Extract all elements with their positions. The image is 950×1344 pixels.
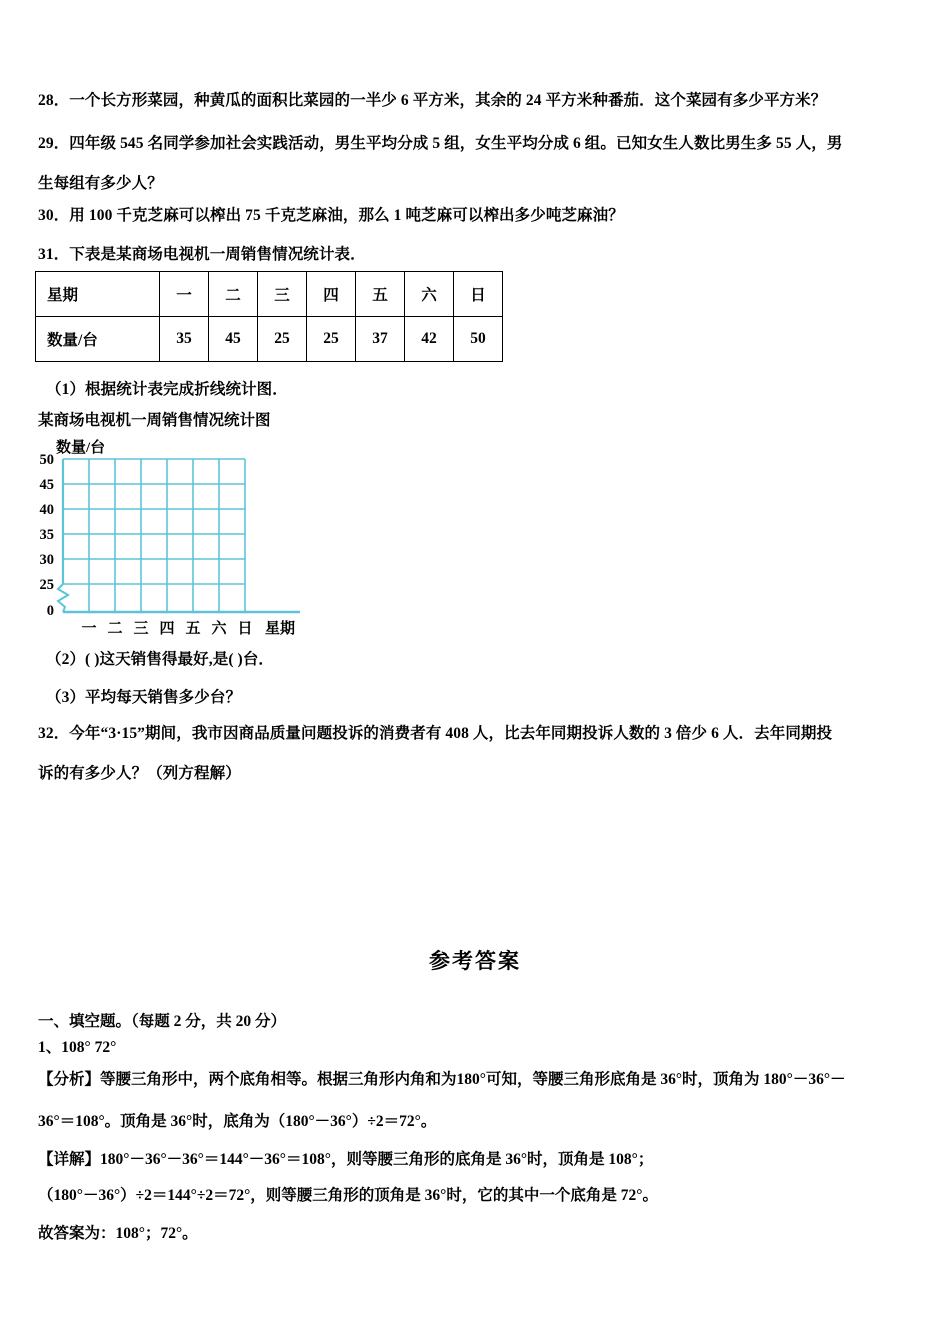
question-29-line-1: 29．四年级 545 名同学参加社会实践活动，男生平均分成 5 组，女生平均分成 6 组。已知女生人数比男生多 55 人，男 (38, 135, 843, 152)
chart-axis-break-zigzag (58, 584, 68, 612)
table-header-week: 星期 (36, 272, 160, 317)
table-cell-day-2: 二 (209, 272, 258, 317)
question-30-line-1: 30．用 100 千克芝麻可以榨出 75 千克芝麻油，那么 1 吨芝麻可以榨出多少吨芝麻油？ (38, 207, 624, 224)
table-cell-day-6: 六 (405, 272, 454, 317)
answer-analysis-line-2: 36°＝108°。顶角是 36°时，底角为（180°－36°）÷2＝72°。 (38, 1113, 437, 1130)
answer-item-1-number: 1、 (38, 1039, 62, 1056)
sub-question-1: （1）根据统计表完成折线统计图． (46, 381, 288, 398)
chart-xtick-1: 一 (81, 621, 97, 637)
chart-ytick-40: 40 (39, 502, 54, 518)
table-cell-day-1: 一 (160, 272, 209, 317)
chart-ytick-30: 30 (39, 552, 54, 568)
question-32-line-2: 诉的有多少人？（列方程解） (38, 765, 241, 782)
chart-xtick-2: 二 (107, 621, 123, 637)
table-cell-day-4: 四 (307, 272, 356, 317)
table-cell-count-4: 25 (307, 317, 356, 362)
chart-ytick-25: 25 (39, 577, 54, 593)
table-cell-count-6: 42 (405, 317, 454, 362)
chart-xtick-5: 五 (185, 621, 201, 637)
chart-ytick-50: 50 (39, 452, 54, 468)
chart-xtick-4: 四 (159, 621, 175, 637)
table-cell-day-7: 日 (454, 272, 503, 317)
chart-title: 某商场电视机一周销售情况统计图 (38, 412, 271, 429)
table-cell-count-2: 45 (209, 317, 258, 362)
chart-ytick-0: 0 (46, 603, 54, 619)
chart-ytick-35: 35 (39, 527, 54, 543)
table-cell-count-5: 37 (356, 317, 405, 362)
sub-question-2: （2）( )这天销售得最好,是( )台． (46, 651, 275, 668)
question-32-line-1: 32．今年“3·15”期间，我市因商品质量问题投诉的消费者有 408 人，比去年同期投诉人数的 3 倍少 6 人．去年同期投 (38, 725, 833, 742)
answer-item-1 (38, 1036, 116, 1060)
answers-section-title: 一、填空题。（每题 2 分，共 20 分） (38, 1013, 287, 1030)
answer-detail-line-1: 【详解】180°－36°－36°＝144°－36°＝108°，则等腰三角形的底角是 36°时，顶角是 108°； (38, 1151, 654, 1168)
answers-heading: 参考答案 (429, 949, 521, 973)
chart-xtick-6: 六 (211, 621, 227, 637)
table-cell-count-7: 50 (454, 317, 503, 362)
question-31-line-1: 31．下表是某商场电视机一周销售情况统计表． (38, 246, 366, 263)
chart-xtick-3: 三 (133, 621, 149, 637)
sub-question-3: （3）平均每天销售多少台？ (46, 689, 242, 706)
table-cell-count-1: 35 (160, 317, 209, 362)
chart-x-axis-label: 星期 (264, 621, 295, 637)
question-28-line-1: 28．一个长方形菜园，种黄瓜的面积比菜园的一半少 6 平方米，其余的 24 平方米种番茄．这个菜园有多少平方米？ (38, 92, 827, 109)
table-cell-day-5: 五 (356, 272, 405, 317)
chart-xtick-7: 日 (237, 621, 253, 637)
answer-item-1-value: 108° 72° (61, 1039, 117, 1056)
chart-y-axis-label: 数量/台 (56, 440, 106, 456)
chart-ytick-45: 45 (39, 477, 54, 493)
table-header-count: 数量/台 (36, 317, 160, 362)
table-cell-count-3: 25 (258, 317, 307, 362)
answer-analysis-line-1: 【分析】等腰三角形中，两个底角相等。根据三角形内角和为180°可知，等腰三角形底角是 36°时，顶角为 180°－36°－ (38, 1071, 846, 1088)
question-29-line-2: 生每组有多少人？ (38, 175, 163, 192)
table-cell-day-3: 三 (258, 272, 307, 317)
answer-detail-line-3: 故答案为：108°；72°。 (38, 1225, 198, 1242)
answer-detail-line-2: （180°－36°）÷2＝144°÷2＝72°，则等腰三角形的顶角是 36°时，它的其中一个底角是 72°。 (38, 1187, 658, 1204)
